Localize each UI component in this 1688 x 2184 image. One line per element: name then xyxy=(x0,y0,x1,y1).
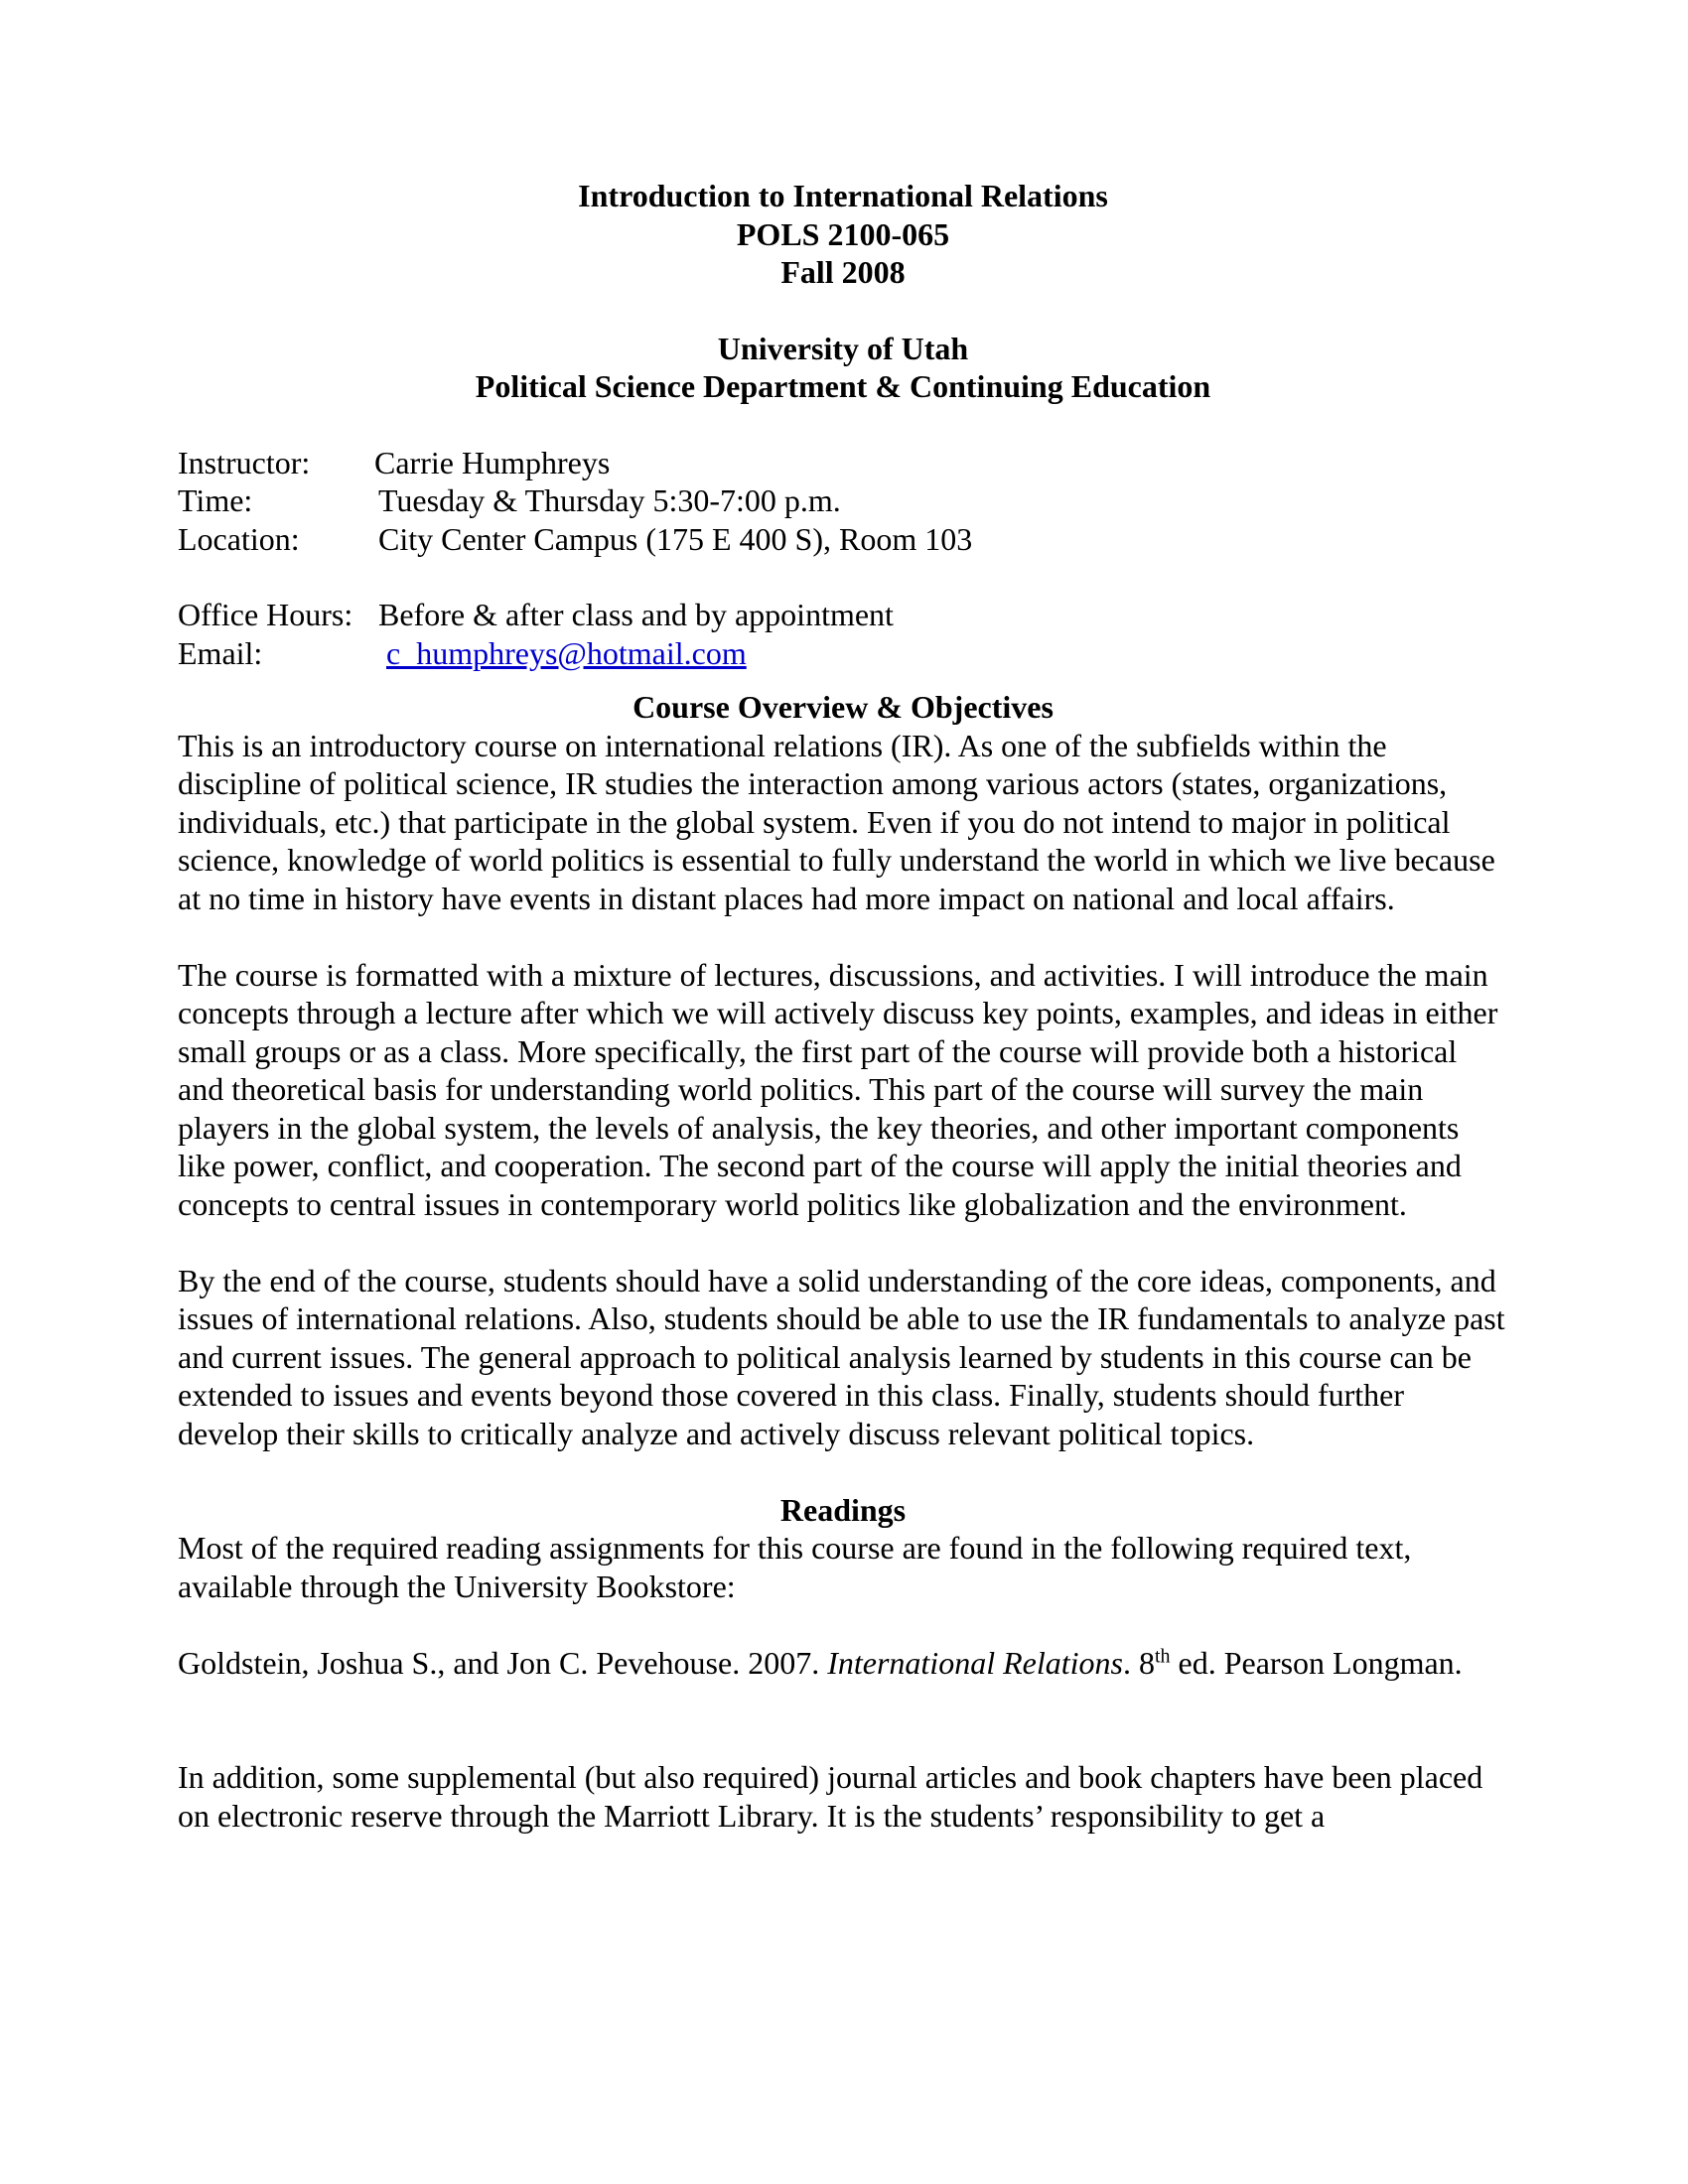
required-text-citation xyxy=(178,1644,1508,1683)
citation-title: International Relations xyxy=(827,1644,1123,1681)
citation-authors: Goldstein, Joshua S., and Jon C. Pevehouse. 2007. xyxy=(178,1644,828,1681)
university-name: University of Utah xyxy=(717,330,969,366)
class-info xyxy=(178,444,1508,559)
overview-heading: Course Overview & Objectives xyxy=(633,689,1054,725)
office-hours-row xyxy=(178,596,1508,634)
supplemental-readings-paragraph: In addition, some supplemental (but also required) journal articles and book chapters have been placed on electronic reserve through the Marriott Library. It is the students’ responsibility to get a xyxy=(178,1759,1483,1834)
overview-paragraph-1: This is an introductory course on international relations (IR). As one of the subfields within the discipline of political science, IR studies the interaction among various actors (states, organizations, individuals, etc.) that participate in the global system. Even if you do not intend to major in political science, knowledge of world politics is essential to fully understand the world in which we live because at no time in history have events in distant places had more impact on national and local affairs. xyxy=(178,727,1495,916)
citation-publisher: ed. Pearson Longman. xyxy=(1170,1644,1463,1681)
time-value: Tuesday & Thursday 5:30-7:00 p.m. xyxy=(378,482,841,518)
department-name: Political Science Department & Continuing Education xyxy=(475,368,1211,404)
office-hours-value: Before & after class and by appointment xyxy=(378,597,894,632)
location-label: Location: xyxy=(178,520,300,557)
location-row xyxy=(178,520,1508,559)
location-value: City Center Campus (175 E 400 S), Room 103 xyxy=(378,520,973,557)
readings-heading: Readings xyxy=(779,1491,907,1528)
overview-paragraph-2: The course is formatted with a mixture of lectures, discussions, and activities. I will introduce the main concepts through a lecture after which we will actively discuss key points, examples, and ideas in either small groups or as a class. More specifically, the first part of the course will provide both a historical and theoretical basis for understanding world politics. This part of the course will survey the main players in the global system, the levels of analysis, the key theories, and other important components like power, conflict, and cooperation. The second part of the course will apply the initial theories and concepts to central issues in contemporary world politics like globalization and the environment. xyxy=(178,956,1498,1222)
instructor-label: Instructor: xyxy=(178,444,311,480)
time-label: Time: xyxy=(178,482,253,518)
citation-after-title: . 8 xyxy=(1122,1644,1155,1681)
course-header xyxy=(178,177,1508,292)
institution-header xyxy=(178,330,1508,406)
instructor-row xyxy=(178,444,1508,482)
email-label: Email: xyxy=(178,634,263,671)
email-link[interactable]: c_humphreys@hotmail.com xyxy=(386,634,747,671)
instructor-value: Carrie Humphreys xyxy=(374,444,611,480)
contact-info xyxy=(178,596,1508,672)
time-row xyxy=(178,481,1508,520)
course-term: Fall 2008 xyxy=(780,254,906,290)
email-row xyxy=(178,634,1508,673)
citation-edition-suffix: th xyxy=(1154,1644,1171,1667)
office-hours-label: Office Hours: xyxy=(178,597,353,632)
overview-paragraph-3: By the end of the course, students should have a solid understanding of the core ideas, components, and issues of international relations. Also, students should be able to use the IR fundamentals to analyze past and current issues. The general approach to political analysis learned by students in this course can be extended to issues and events beyond those covered in this class. Finally, students should further develop their skills to critically analyze and actively discuss relevant political topics. xyxy=(178,1262,1505,1451)
readings-intro: Most of the required reading assignments for this course are found in the following required text, available through the University Bookstore: xyxy=(178,1530,1412,1604)
syllabus-page xyxy=(178,177,1508,1873)
course-title: Introduction to International Relations xyxy=(578,178,1108,213)
course-code: POLS 2100-065 xyxy=(736,215,950,252)
